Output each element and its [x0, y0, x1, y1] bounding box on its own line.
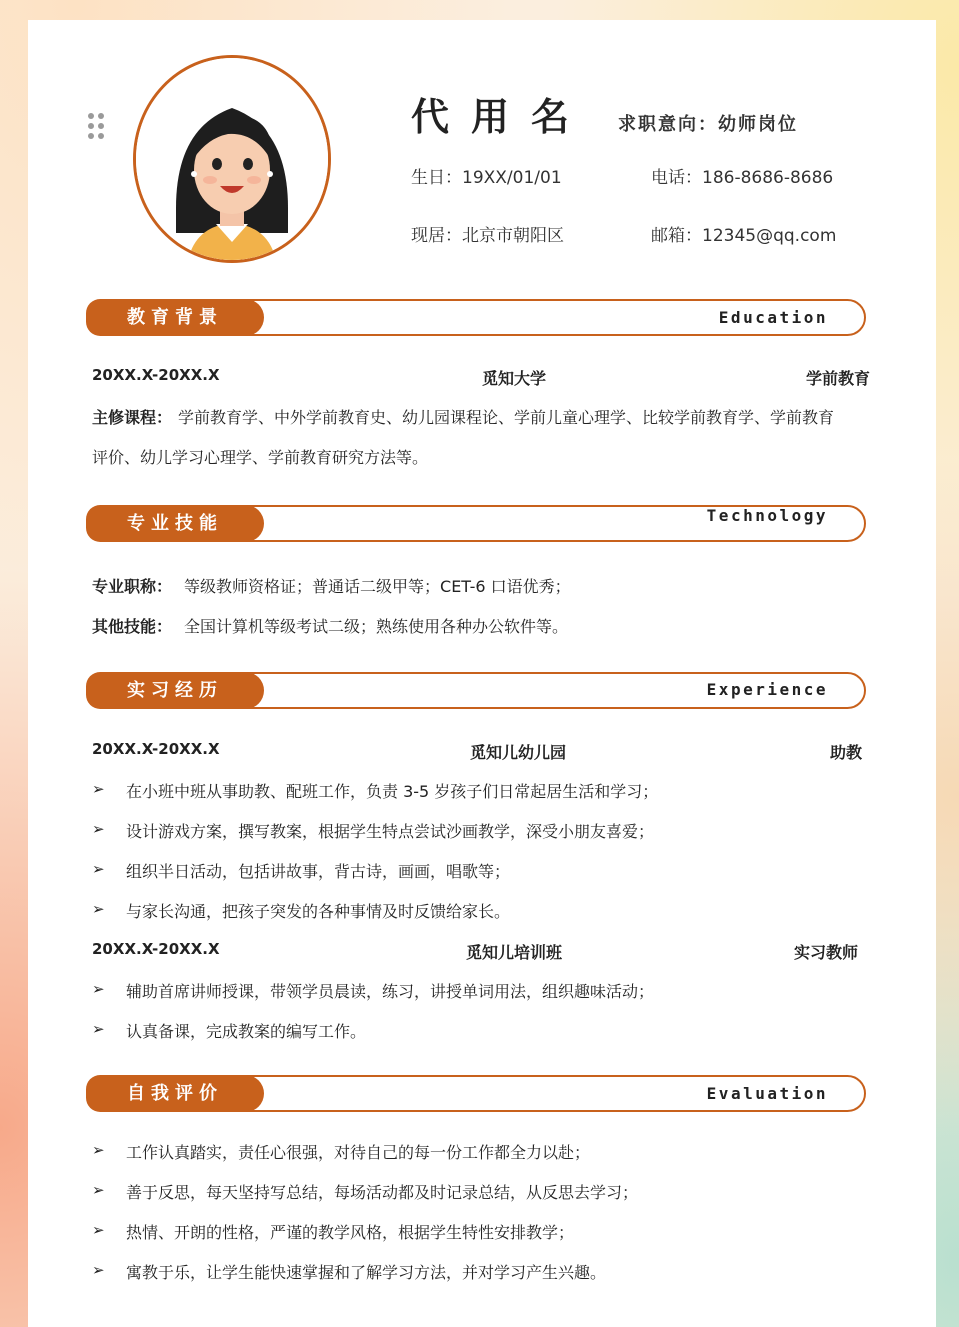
bullet-icon: ➢	[92, 1261, 105, 1279]
section-english-title: Evaluation	[706, 1084, 828, 1103]
list-item: 认真备课，完成教案的编写工作。	[126, 1022, 367, 1041]
avatar	[133, 55, 331, 263]
list-item: 寓教于乐，让学生能快速掌握和了解学习方法，并对学习产生兴趣。	[126, 1263, 607, 1282]
education-period: 20XX.X-20XX.X	[92, 366, 220, 384]
list-item: 设计游戏方案，撰写教案，根据学生特点尝试沙画教学，深受小朋友喜爱；	[126, 822, 655, 841]
job2-role: 实习教师	[794, 943, 859, 962]
job2-org: 觅知儿培训班	[466, 943, 563, 962]
skill-other: 其他技能： 全国计算机等级考试二级；熟练使用各种办公软件等。	[92, 617, 569, 636]
bullet-icon: ➢	[92, 900, 105, 918]
list-item: 组织半日活动，包括讲故事，背古诗，画画，唱歌等；	[126, 862, 511, 881]
drag-handle-icon[interactable]	[88, 113, 106, 143]
education-school: 觅知大学	[482, 369, 547, 388]
section-english-title: Education	[718, 308, 828, 327]
bullet-icon: ➢	[92, 820, 105, 838]
job1-period: 20XX.X-20XX.X	[92, 740, 220, 758]
list-item: 工作认真踏实，责任心很强，对待自己的每一份工作都全力以赴；	[126, 1143, 591, 1162]
address: 现居：北京市朝阳区	[411, 226, 564, 246]
bullet-icon: ➢	[92, 860, 105, 878]
section-english-title: Experience	[706, 680, 828, 699]
list-item: 热情、开朗的性格，严谨的教学风格，根据学生特性安排教学；	[126, 1223, 575, 1242]
bullet-icon: ➢	[92, 980, 105, 998]
section-title: 自我评价	[86, 1075, 264, 1112]
job-intent: 求职意向：幼师岗位	[618, 114, 798, 135]
bullet-icon: ➢	[92, 780, 105, 798]
job1-role: 助教	[830, 743, 863, 762]
section-skills-header	[86, 505, 866, 542]
list-item: 与家长沟通，把孩子突发的各种事情及时反馈给家长。	[126, 902, 511, 921]
phone-number: 电话：186-8686-8686	[651, 168, 834, 188]
bullet-icon: ➢	[92, 1181, 105, 1199]
section-evaluation-header	[86, 1075, 866, 1112]
bullet-icon: ➢	[92, 1221, 105, 1239]
section-title: 实习经历	[86, 672, 264, 709]
courses-line-1: 主修课程： 学前教育学、中外学前教育史、幼儿园课程论、学前儿童心理学、比较学前教育学、学前教育	[92, 408, 835, 427]
courses-line-2: 评价、幼儿学习心理学、学前教育研究方法等。	[92, 448, 429, 467]
education-major: 学前教育	[806, 369, 871, 388]
list-item: 在小班中班从事助教、配班工作，负责 3-5 岁孩子们日常起居生活和学习；	[126, 782, 659, 801]
section-english-title: Technology	[706, 506, 828, 525]
list-item: 善于反思，每天坚持写总结，每场活动都及时记录总结，从反思去学习；	[126, 1183, 639, 1202]
list-item: 辅助首席讲师授课，带领学员晨读，练习，讲授单词用法，组织趣味活动；	[126, 982, 655, 1001]
section-title: 教育背景	[86, 299, 264, 336]
job2-period: 20XX.X-20XX.X	[92, 940, 220, 958]
section-education-header	[86, 299, 866, 336]
job1-org: 觅知儿幼儿园	[470, 743, 567, 762]
applicant-name: 代用名	[411, 95, 592, 139]
bullet-icon: ➢	[92, 1141, 105, 1159]
bullet-icon: ➢	[92, 1020, 105, 1038]
skill-professional: 专业职称： 等级教师资格证；普通话二级甲等；CET-6 口语优秀；	[92, 577, 571, 596]
birth-date: 生日：19XX/01/01	[411, 168, 562, 188]
section-experience-header	[86, 672, 866, 709]
email: 邮箱：12345@qq.com	[651, 226, 837, 246]
section-title: 专业技能	[86, 505, 264, 542]
